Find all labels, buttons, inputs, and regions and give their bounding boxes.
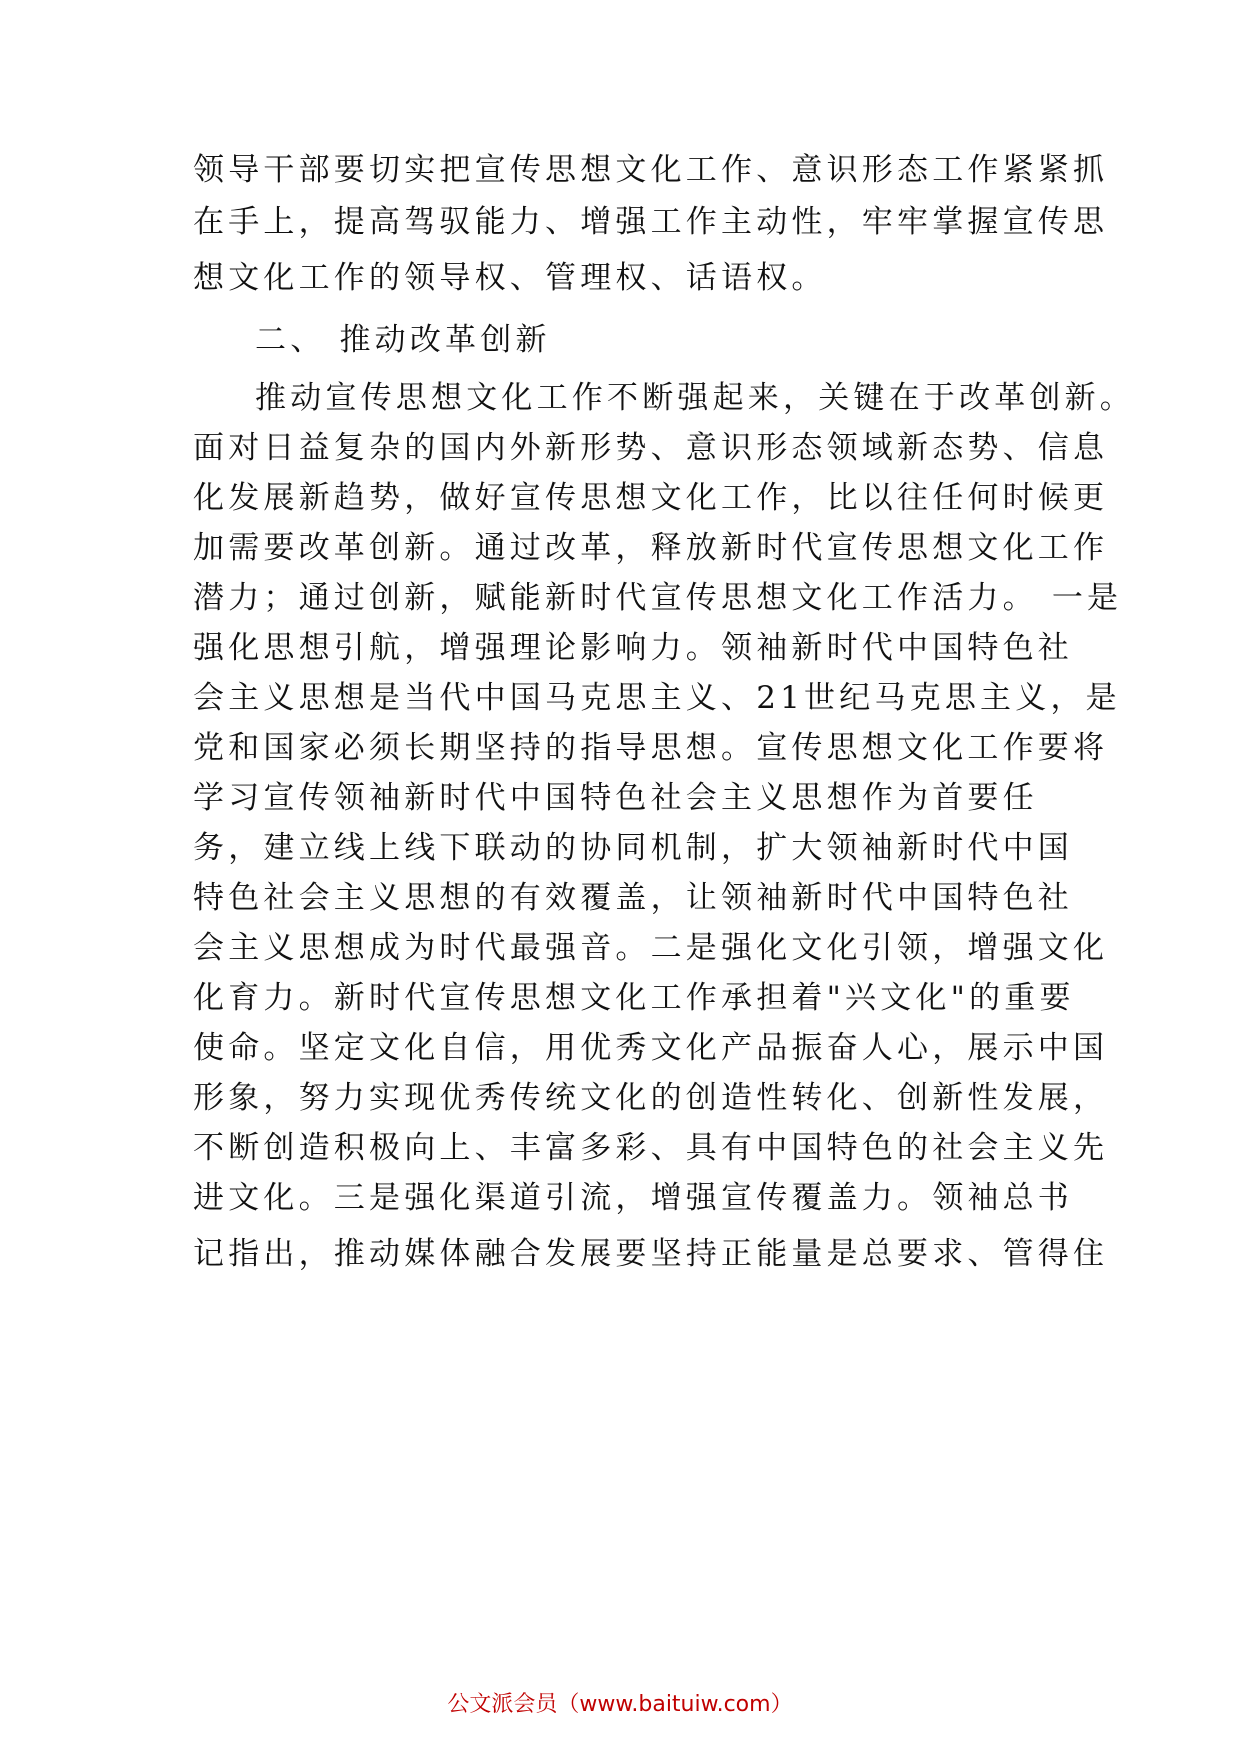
body-text-line: 不断创造积极向上、丰富多彩、具有中国特色的社会主义先: [193, 1130, 1109, 1166]
body-text-line: 面对日益复杂的国内外新形势、意识形态领域新态势、信息: [193, 430, 1109, 466]
body-text-line: 党和国家必须长期坚持的指导思想。宣传思想文化工作要将: [193, 730, 1109, 766]
footer-watermark-link[interactable]: 公文派会员（www.baituiw.com）: [447, 1692, 793, 1717]
body-text-line: 化育力。新时代宣传思想文化工作承担着"兴文化"的重要: [193, 980, 1075, 1016]
body-text-line: 强化思想引航，增强理论影响力。领袖新时代中国特色社: [193, 630, 1073, 666]
body-text-line: 加需要改革创新。通过改革，释放新时代宣传思想文化工作: [193, 530, 1109, 566]
body-text-line: 潜力；通过创新，赋能新时代宣传思想文化工作活力。 一是: [193, 580, 1123, 616]
body-text-line: 化发展新趋势，做好宣传思想文化工作，比以往任何时候更: [193, 480, 1109, 516]
body-text-line: 特色社会主义思想的有效覆盖，让领袖新时代中国特色社: [193, 880, 1073, 916]
body-text-line: 会主义思想是当代中国马克思主义、21世纪马克思主义，是: [193, 680, 1121, 716]
body-text-line: 记指出，推动媒体融合发展要坚持正能量是总要求、管得住: [193, 1236, 1109, 1272]
body-text-line: 会主义思想成为时代最强音。二是强化文化引领，增强文化: [193, 930, 1109, 966]
body-text-line: 推动宣传思想文化工作不断强起来，关键在于改革创新。: [255, 380, 1135, 416]
body-text-line: 使命。坚定文化自信，用优秀文化产品振奋人心，展示中国: [193, 1030, 1109, 1066]
body-text-line: 在手上，提高驾驭能力、增强工作主动性，牢牢掌握宣传思: [193, 204, 1109, 240]
body-text-line: 领导干部要切实把宣传思想文化工作、意识形态工作紧紧抓: [193, 152, 1109, 188]
body-text-line: 形象，努力实现优秀传统文化的创造性转化、创新性发展，: [193, 1080, 1109, 1116]
body-text-line: 进文化。三是强化渠道引流，增强宣传覆盖力。领袖总书: [193, 1180, 1073, 1216]
body-text-line: 想文化工作的领导权、管理权、话语权。: [193, 260, 827, 296]
body-text-line: 务，建立线上线下联动的协同机制，扩大领袖新时代中国: [193, 830, 1073, 866]
body-text-line: 学习宣传领袖新时代中国特色社会主义思想作为首要任: [193, 780, 1038, 816]
section-heading: 二、 推动改革创新: [255, 322, 551, 358]
